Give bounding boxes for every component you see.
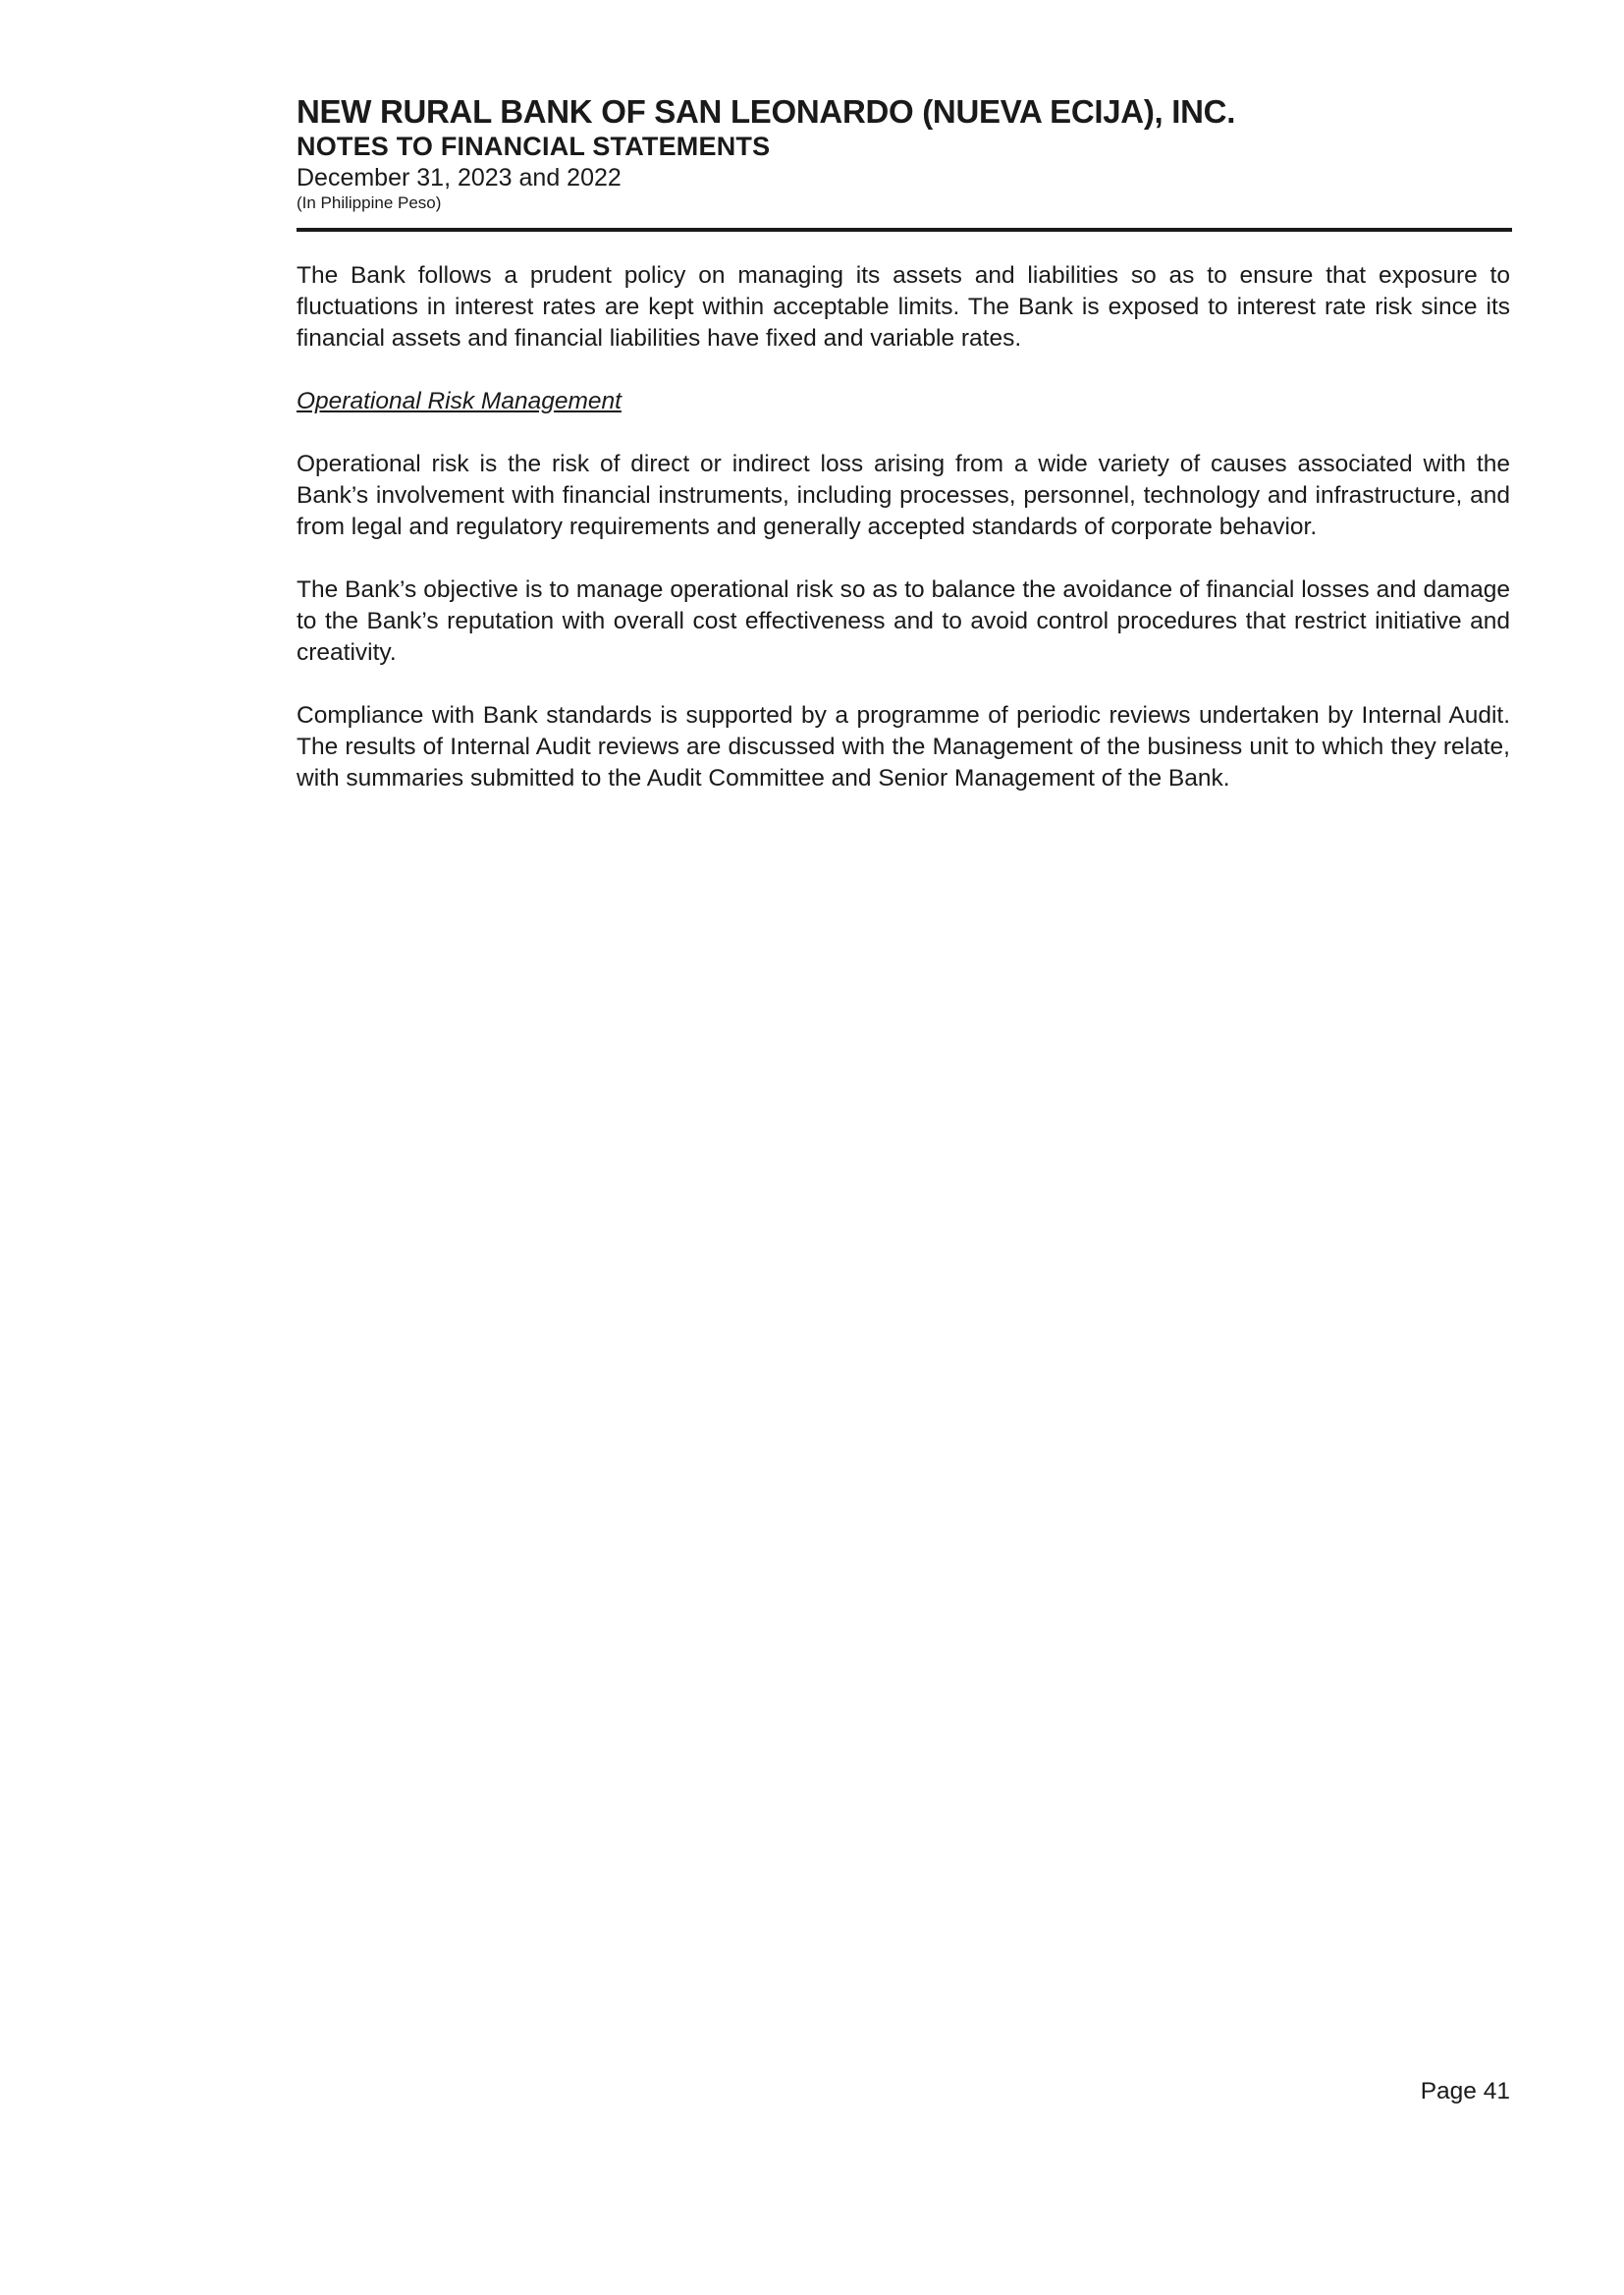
document-title: NOTES TO FINANCIAL STATEMENTS bbox=[297, 132, 771, 161]
operational-risk-definition-paragraph: Operational risk is the risk of direct or indirect loss arising from a wide variety of causes associated with the Bank’s involvement with financial instruments, including processes, personnel, technology and infrastructure, and from legal and regulatory requirements and generally accepted standards of corporate behavior. bbox=[297, 451, 1510, 540]
operational-risk-objective-paragraph: The Bank’s objective is to manage operational risk so as to balance the avoidance of financial losses and damage to the Bank’s reputation with overall cost effectiveness and to avoid control procedures that restrict initiative and creativity. bbox=[297, 576, 1510, 666]
currency-note: (In Philippine Peso) bbox=[297, 193, 442, 212]
company-name: NEW RURAL BANK OF SAN LEONARDO (NUEVA ECIJA), INC. bbox=[297, 93, 1236, 130]
compliance-paragraph: Compliance with Bank standards is supported by a programme of periodic reviews undertaken by Internal Audit. The results of Internal Audit reviews are discussed with the Management of the business unit to which they relate, with summaries submitted to the Audit Committee and Senior Management of the Bank. bbox=[297, 702, 1510, 792]
statement-date: December 31, 2023 and 2022 bbox=[297, 164, 622, 191]
document-body bbox=[297, 260, 1510, 826]
page-header bbox=[297, 92, 1512, 213]
header-divider bbox=[297, 228, 1512, 232]
section-heading: Operational Risk Management bbox=[297, 388, 622, 414]
interest-rate-paragraph: The Bank follows a prudent policy on managing its assets and liabilities so as to ensure that exposure to fluctuations in interest rates are kept within acceptable limits. The Bank is exposed to interest rate risk since its financial assets and financial liabilities have fixed and variable rates. bbox=[297, 262, 1510, 352]
page-number: Page 41 bbox=[1420, 2078, 1510, 2104]
